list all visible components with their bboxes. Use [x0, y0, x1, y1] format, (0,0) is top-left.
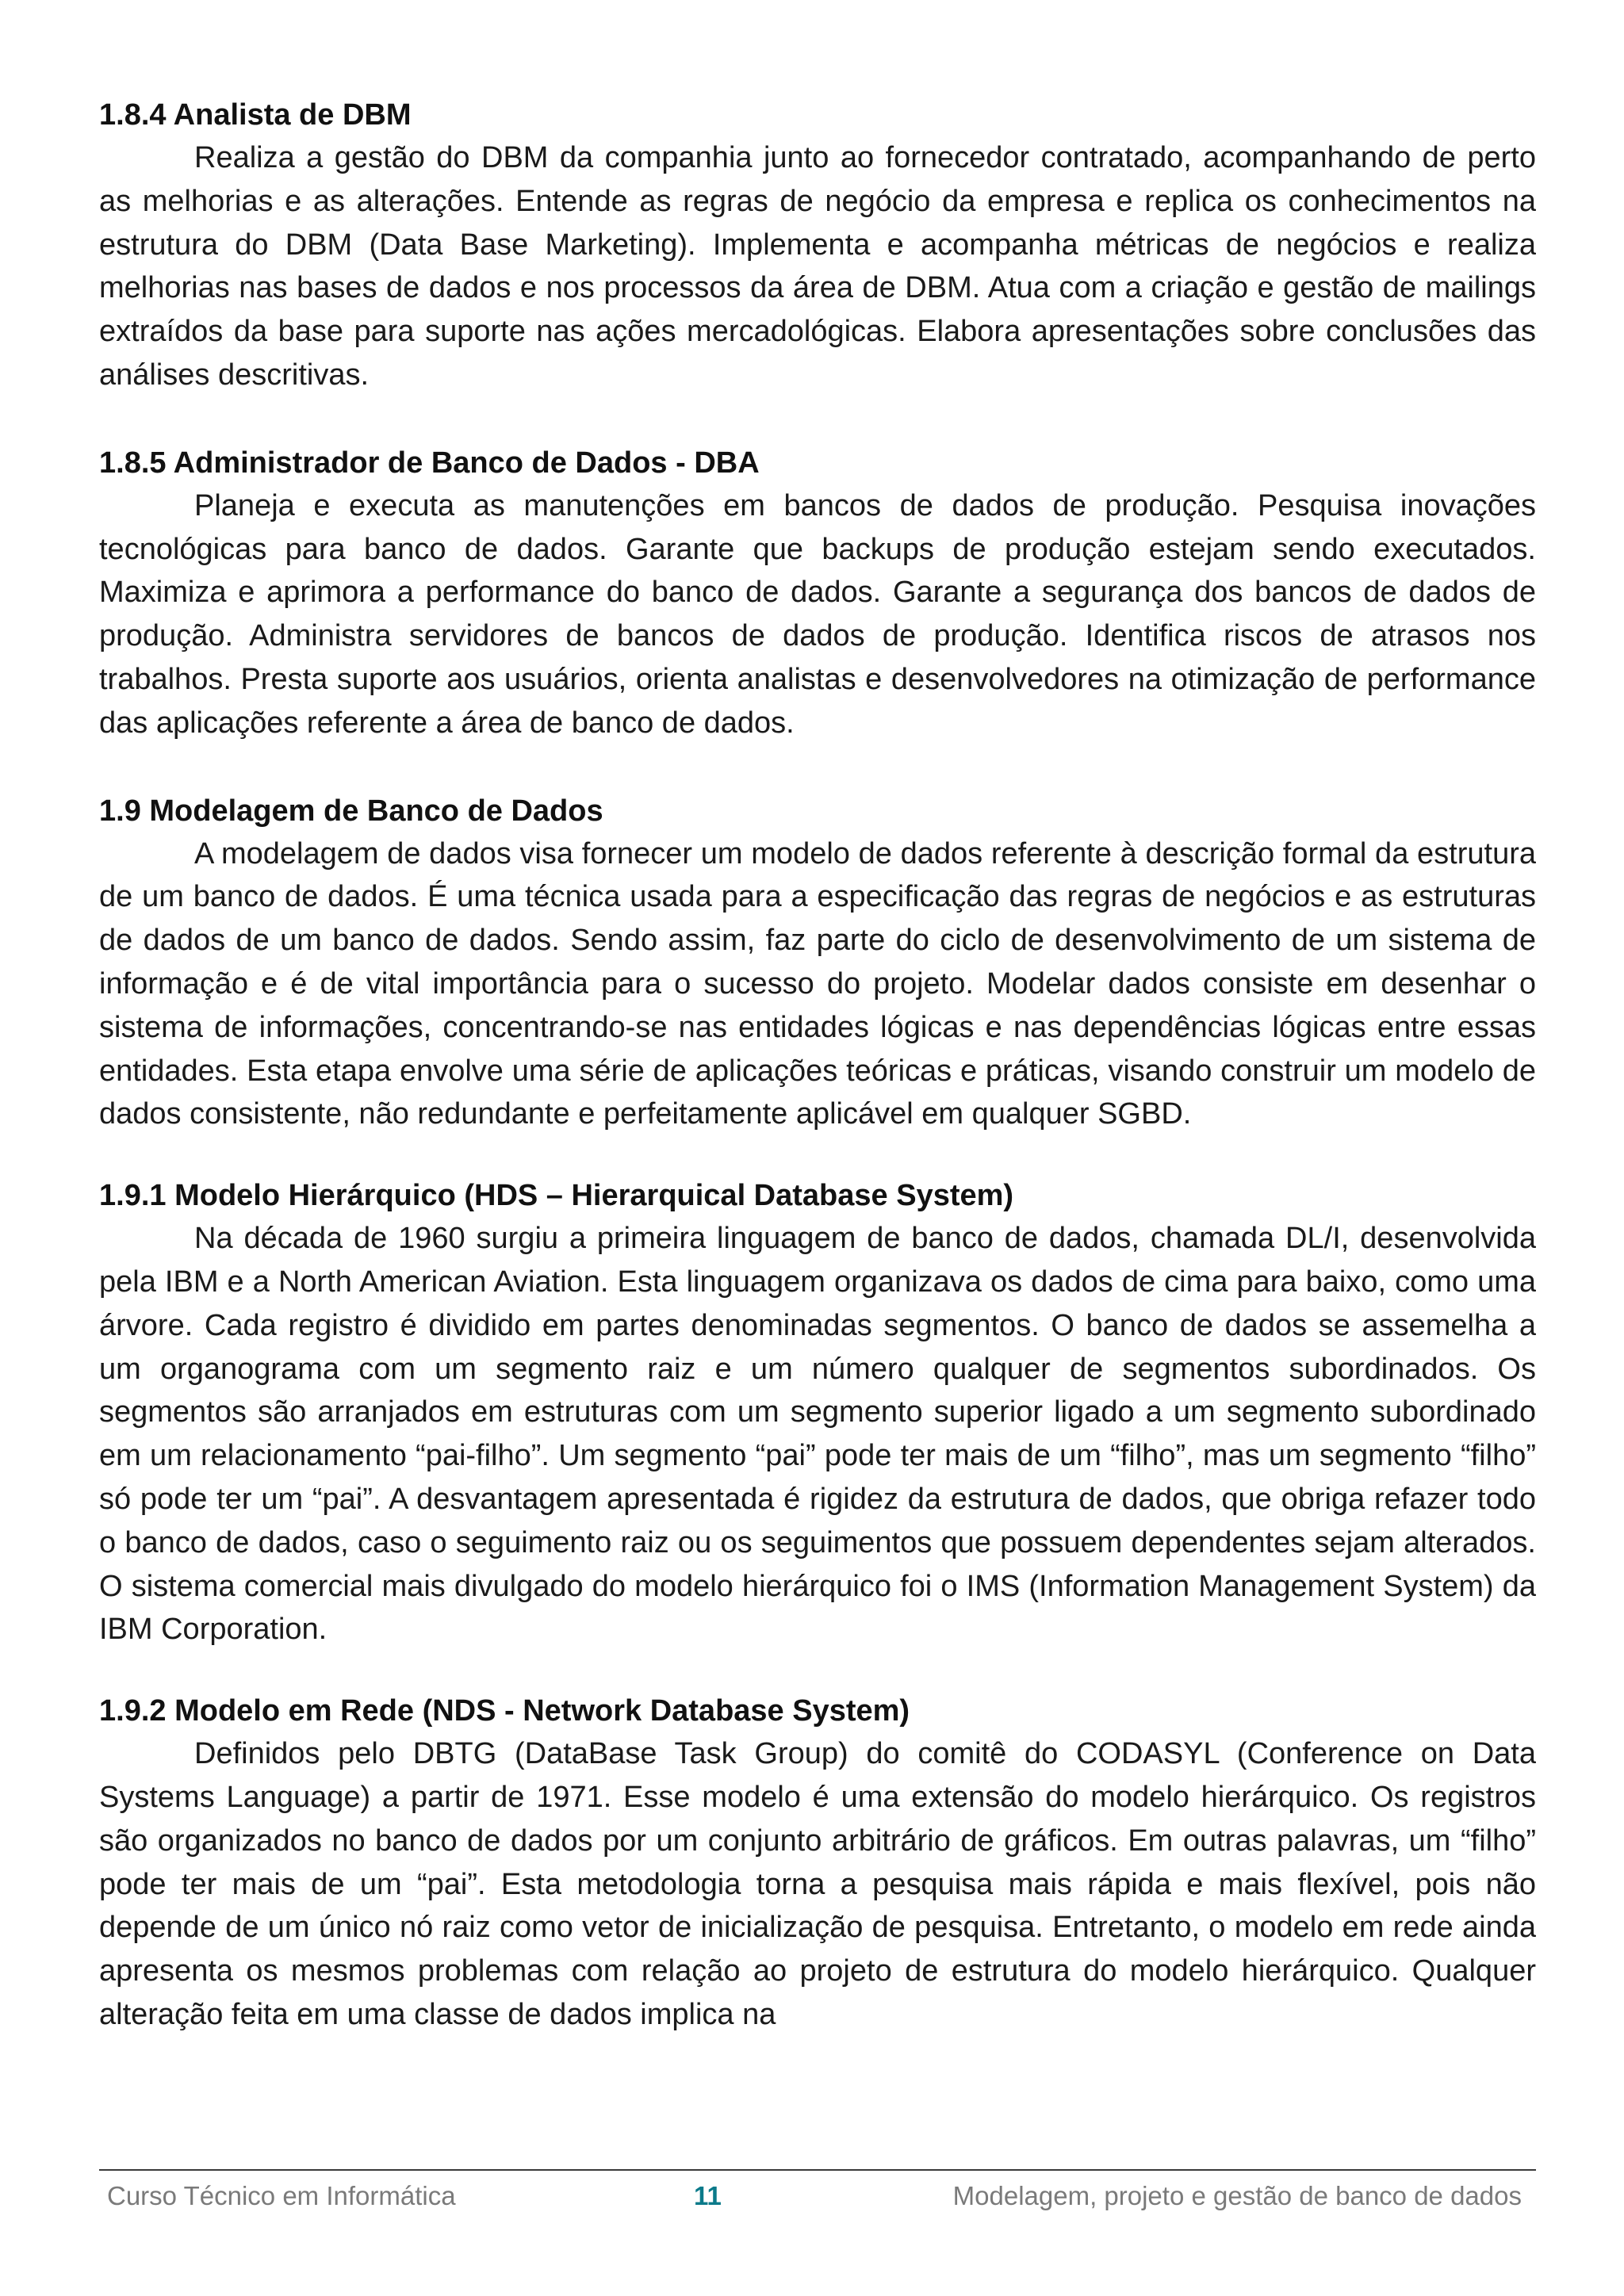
section-heading: 1.8.4 Analista de DBM	[99, 98, 412, 132]
section-modelo-em-rede	[99, 1689, 1536, 2037]
footer-subject: Modelagem, projeto e gestão de banco de dados	[952, 2181, 1522, 2210]
footer-page-number: 11	[694, 2181, 722, 2210]
section-heading: 1.8.5 Administrador de Banco de Dados - DBA	[99, 446, 760, 480]
footer-divider	[99, 2169, 1536, 2171]
footer-course-name: Curso Técnico em Informática	[107, 2181, 456, 2210]
document-page	[99, 94, 1536, 2037]
section-analista-dbm	[99, 94, 1536, 397]
section-paragraph: Na década de 1960 surgiu a primeira linguagem de banco de dados, chamada DL/I, desenvolvida pela IBM e a North American Aviation. Esta linguagem organizava os dados de cima para baixo, como uma árvore. Cada registro é dividido em partes denominadas segmentos. O banco de dados se assemelha a um organograma com um segmento raiz e um número qualquer de segmentos subordinados. Os segmentos são arranjados em estruturas com um segmento superior ligado a um segmento subordinado em um relacionamento “pai-filho”. Um segmento “pai” pode ter mais de um “filho”, mas um segmento “filho” só pode ter um “pai”. A desvantagem apresentada é rigidez da estrutura de dados, que obriga refazer todo o banco de dados, caso o seguimento raiz ou os seguimentos que possuem dependentes sejam alterados. O sistema comercial mais divulgado do modelo hierárquico foi o IMS (Information Management System) da IBM Corporation.	[99, 1222, 1536, 1647]
section-paragraph: Planeja e executa as manutenções em bancos de dados de produção. Pesquisa inovações tecnológicas para banco de dados. Garante que backups de produção estejam sendo executados. Maximiza e aprimora a performance do banco de dados. Garante a segurança dos bancos de dados de produção. Administra servidores de bancos de dados de produção. Identifica riscos de atrasos nos trabalhos. Presta suporte aos usuários, orienta analistas e desenvolvedores na otimização de performance das aplicações referente a área de banco de dados.	[99, 488, 1536, 740]
section-paragraph: Definidos pelo DBTG (DataBase Task Group) do comitê do CODASYL (Conference on Data Systems Language) a partir de 1971. Esse modelo é uma extensão do modelo hierárquico. Os registros são organizados no banco de dados por um conjunto arbitrário de gráficos. Em outras palavras, um “filho” pode ter mais de um “pai”. Esta metodologia torna a pesquisa mais rápida e mais flexível, pois não depende de um único nó raiz como vetor de inicialização de pesquisa. Entretanto, o modelo em rede ainda apresenta os mesmos problemas com relação ao projeto de estrutura do modelo hierárquico. Qualquer alteração feita em uma classe de dados implica na	[99, 1737, 1536, 2031]
section-modelagem-banco-dados	[99, 790, 1536, 1137]
section-paragraph: A modelagem de dados visa fornecer um modelo de dados referente à descrição formal da estrutura de um banco de dados. É uma técnica usada para a especificação das regras de negócios e as estruturas de dados de um banco de dados. Sendo assim, faz parte do ciclo de desenvolvimento de um sistema de informação e é de vital importância para o sucesso do projeto. Modelar dados consiste em desenhar o sistema de informações, concentrando-se nas entidades lógicas e nas dependências lógicas entre essas entidades. Esta etapa envolve uma série de aplicações teóricas e práticas, visando construir um modelo de dados consistente, não redundante e perfeitamente aplicável em qualquer SGBD.	[99, 836, 1536, 1131]
section-modelo-hierarquico	[99, 1174, 1536, 1651]
page-footer	[99, 2179, 1536, 2214]
section-paragraph: Realiza a gestão do DBM da companhia junto ao fornecedor contratado, acompanhando de perto as melhorias e as alterações. Entende as regras de negócio da empresa e replica os conhecimentos na estrutura do DBM (Data Base Marketing). Implementa e acompanha métricas de negócios e realiza melhorias nas bases de dados e nos processos da área de DBM. Atua com a criação e gestão de mailings extraídos da base para suporte nas ações mercadológicas. Elabora apresentações sobre conclusões das análises descritivas.	[99, 141, 1536, 392]
section-heading: 1.9.1 Modelo Hierárquico (HDS – Hierarquical Database System)	[99, 1179, 1014, 1213]
section-heading: 1.9 Modelagem de Banco de Dados	[99, 794, 603, 828]
section-heading: 1.9.2 Modelo em Rede (NDS - Network Database System)	[99, 1694, 910, 1728]
section-administrador-dba	[99, 442, 1536, 745]
